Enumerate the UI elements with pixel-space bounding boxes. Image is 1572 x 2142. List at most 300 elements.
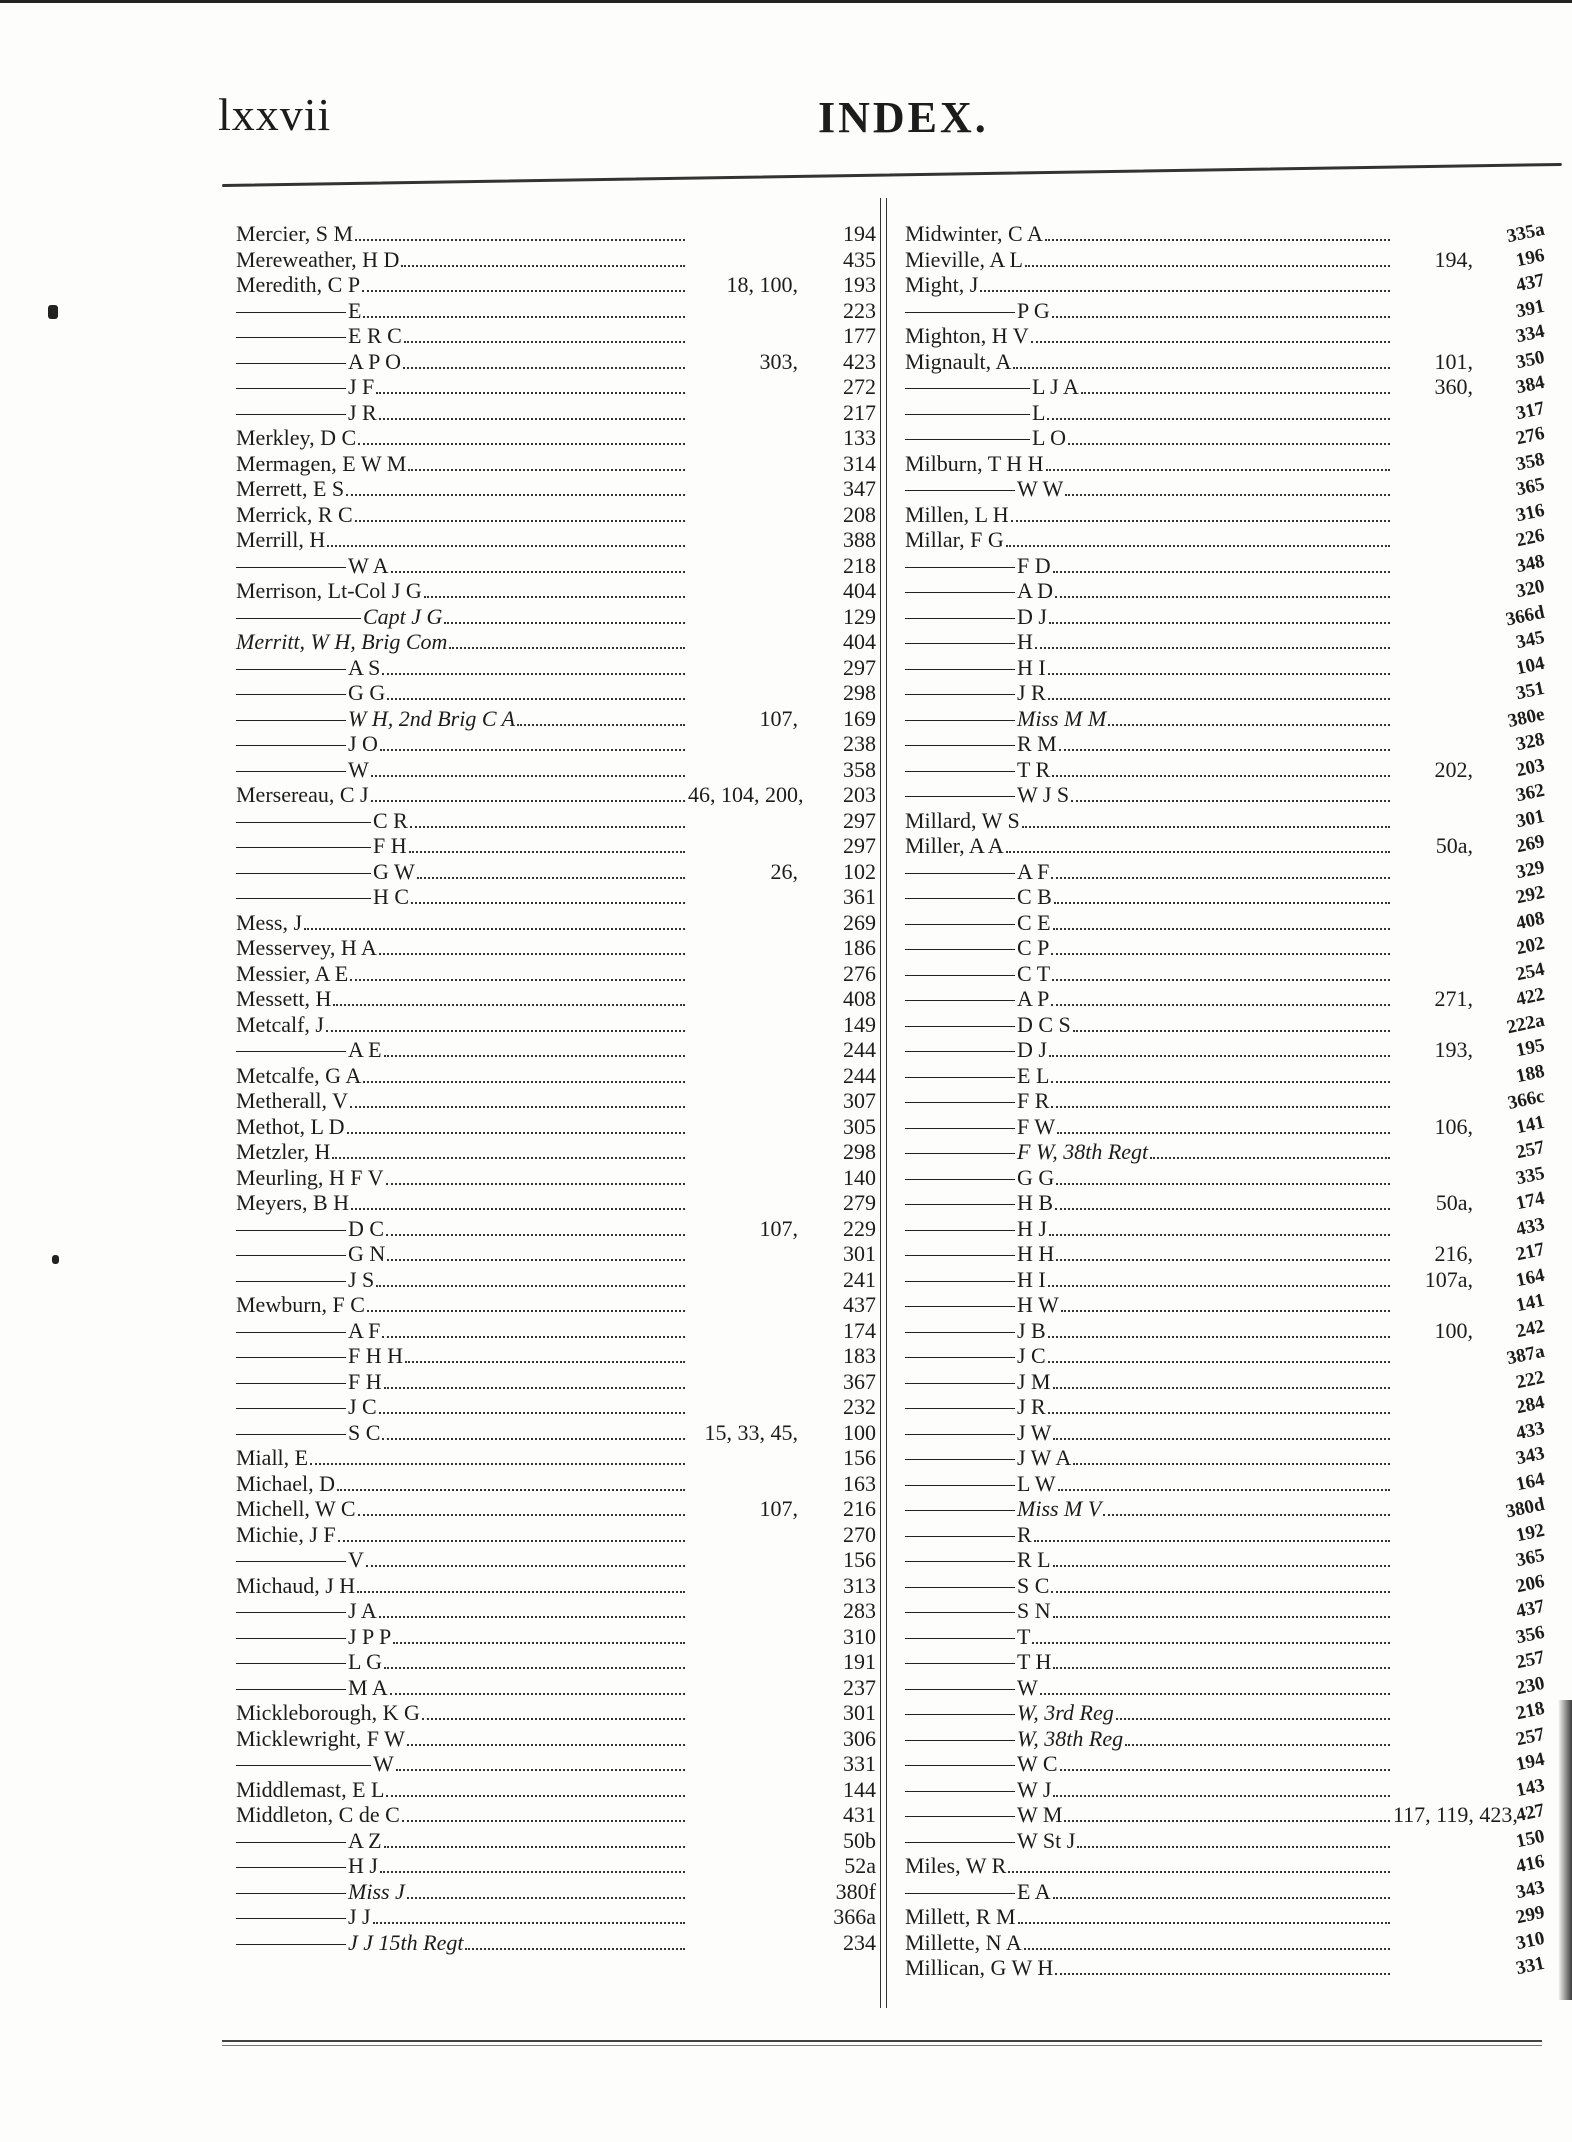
entry-name-text: A P O — [348, 348, 401, 374]
page-ref: 149 — [843, 1011, 876, 1037]
entry-name — [236, 323, 402, 349]
dot-leader — [376, 392, 685, 394]
entry-name-text: D J — [1017, 1037, 1047, 1062]
dot-leader — [337, 1489, 685, 1491]
index-entry — [905, 575, 1547, 604]
entry-name-text: M A — [348, 1674, 388, 1700]
page-ref: 169 — [843, 705, 876, 731]
index-entry — [236, 1598, 876, 1624]
index-entry — [905, 346, 1547, 375]
page-ref: 226 — [1514, 524, 1547, 552]
entry-name-text: Michie, J F — [236, 1521, 336, 1547]
entry-name-text: H C — [373, 884, 410, 909]
index-entry — [905, 703, 1547, 732]
entry-name-text: W St J — [1017, 1827, 1076, 1853]
dot-leader — [371, 775, 685, 777]
extra-page-refs: 46, 104, 200, — [688, 782, 804, 807]
ditto-dash — [236, 1230, 346, 1231]
dot-leader — [386, 1183, 686, 1185]
dot-leader — [1006, 545, 1390, 547]
index-entry — [236, 1624, 876, 1650]
page-ref: 365 — [1514, 473, 1547, 501]
page-ref: 141 — [1514, 1289, 1547, 1317]
index-entry — [905, 1927, 1547, 1956]
entry-name — [236, 629, 447, 655]
ditto-dash — [236, 1867, 346, 1868]
entry-name — [905, 1292, 1059, 1318]
page-ref: 301 — [843, 1700, 876, 1725]
entry-name — [236, 451, 406, 477]
index-entry — [905, 754, 1547, 783]
page-ref: 216 — [843, 1496, 876, 1521]
index-entry — [905, 958, 1547, 987]
ditto-dash — [905, 1791, 1015, 1792]
entry-name-text: Miss M V — [1017, 1496, 1102, 1521]
index-entry — [236, 1088, 876, 1114]
dot-leader — [386, 1795, 685, 1797]
ditto-dash — [905, 1230, 1015, 1231]
page-ref: 203 — [843, 782, 876, 807]
index-entry — [905, 1544, 1547, 1573]
page-ref: 276 — [843, 960, 876, 986]
dot-leader — [1048, 673, 1390, 675]
entry-name — [236, 1828, 382, 1854]
ditto-dash — [236, 898, 371, 899]
index-entry — [236, 1777, 876, 1803]
dot-leader — [465, 1948, 685, 1950]
page-ref: 361 — [843, 884, 876, 909]
dot-leader — [384, 1667, 685, 1669]
page-ref: 437 — [843, 1292, 876, 1317]
dot-leader — [1150, 1157, 1390, 1159]
entry-name-text: J B — [1017, 1317, 1046, 1343]
index-entry — [905, 1774, 1547, 1803]
dot-leader — [1040, 1693, 1390, 1695]
extra-page-refs: 107a, — [1424, 1266, 1473, 1292]
entry-name-text: C E — [1017, 909, 1051, 935]
ditto-dash — [236, 1051, 346, 1052]
entry-name-text: H I — [1017, 1266, 1046, 1292]
extra-page-refs: 202, — [1434, 756, 1473, 782]
index-entry — [236, 859, 876, 885]
entry-name-text: F R — [1017, 1088, 1050, 1113]
entry-name-text: E R C — [348, 323, 402, 348]
ditto-dash — [236, 567, 346, 568]
entry-name-text: Merrick, R C — [236, 501, 353, 527]
ditto-dash — [905, 949, 1015, 950]
page-ref: 297 — [843, 807, 876, 833]
index-entry — [905, 1952, 1547, 1981]
dot-leader — [390, 1693, 685, 1695]
ditto-dash — [236, 1663, 346, 1664]
index-entry — [905, 1213, 1547, 1242]
dot-leader — [449, 647, 685, 649]
dot-leader — [326, 1030, 685, 1032]
entry-name — [236, 1369, 382, 1395]
dot-leader — [350, 979, 685, 981]
page-ref: 297 — [843, 833, 876, 858]
page-ref: 229 — [843, 1215, 876, 1241]
entry-name — [905, 910, 1051, 936]
index-entry — [236, 1496, 876, 1522]
entry-name — [236, 1879, 405, 1905]
entry-name — [905, 1649, 1051, 1675]
entry-name — [236, 1930, 463, 1956]
index-entry — [236, 935, 876, 961]
index-entry — [236, 1012, 876, 1038]
entry-name — [236, 1777, 384, 1803]
index-entry — [236, 1853, 876, 1879]
index-entry — [905, 1289, 1547, 1318]
index-entry — [905, 1111, 1547, 1140]
dot-leader — [1031, 341, 1390, 343]
index-entry — [905, 1723, 1547, 1752]
index-entry — [905, 1315, 1547, 1344]
page-ref: 427 — [1514, 1799, 1547, 1827]
index-entry — [905, 1646, 1547, 1675]
entry-name — [236, 1114, 345, 1140]
entry-name — [236, 578, 422, 604]
entry-name — [236, 298, 361, 324]
extra-page-refs: 107, — [759, 705, 798, 731]
ditto-dash — [905, 618, 1015, 619]
ditto-dash — [236, 337, 346, 338]
entry-name — [236, 1573, 355, 1599]
page-ref: 208 — [843, 501, 876, 527]
ditto-dash — [236, 618, 361, 619]
header-rule — [222, 163, 1562, 187]
page-ref: 194 — [843, 221, 876, 246]
page-ref: 232 — [843, 1394, 876, 1419]
entry-name-text: Merrett, E S — [236, 476, 345, 501]
entry-name-text: F D — [1017, 552, 1051, 578]
index-entry — [236, 1547, 876, 1573]
ditto-dash — [905, 1561, 1015, 1562]
index-entry — [905, 1366, 1547, 1395]
entry-name — [905, 502, 1009, 528]
page-ref: 347 — [843, 476, 876, 501]
entry-name — [236, 655, 380, 681]
ditto-dash — [236, 1357, 346, 1358]
entry-name-text: J F — [348, 374, 375, 399]
page-ref: 404 — [843, 578, 876, 603]
page-ref: 366c — [1505, 1085, 1547, 1115]
entry-name — [905, 655, 1046, 681]
index-entry — [236, 731, 876, 757]
entry-name-text: Metzler, H — [236, 1139, 331, 1164]
entry-name — [236, 553, 389, 579]
dot-leader — [366, 1565, 685, 1567]
dot-leader — [1125, 1744, 1390, 1746]
dot-leader — [1049, 1055, 1390, 1057]
index-entry — [905, 1340, 1547, 1370]
index-entry — [905, 244, 1547, 273]
entry-name-text: L O — [1032, 425, 1067, 450]
dot-leader — [407, 1897, 685, 1899]
entry-name — [905, 859, 1049, 885]
page-ref: 202 — [1514, 932, 1547, 960]
entry-name — [236, 1318, 380, 1344]
entry-name — [905, 986, 1049, 1012]
index-entry — [236, 476, 876, 502]
dot-leader — [1048, 1412, 1390, 1414]
dot-leader — [391, 571, 685, 573]
dot-leader — [1046, 469, 1390, 471]
ditto-dash — [905, 1689, 1015, 1690]
ditto-dash — [236, 1893, 346, 1894]
index-entry — [236, 604, 876, 630]
index-entry — [236, 1802, 876, 1828]
entry-name — [236, 1802, 400, 1828]
entry-name — [905, 1675, 1038, 1701]
entry-name-text: F W — [1017, 1113, 1056, 1139]
page-ref: 244 — [843, 1062, 876, 1088]
entry-name — [236, 1190, 349, 1216]
extra-page-refs: 107, — [759, 1215, 798, 1241]
entry-name — [236, 400, 377, 426]
page-ref: 422 — [1514, 983, 1547, 1011]
entry-name — [236, 1624, 391, 1650]
ditto-dash — [236, 1689, 346, 1690]
dot-leader — [1071, 800, 1390, 802]
page-ref: 177 — [843, 323, 876, 348]
entry-name-text: Mieville, A L — [905, 246, 1023, 272]
index-entry — [236, 1675, 876, 1701]
index-entry — [236, 1394, 876, 1420]
entry-name-text: J R — [348, 399, 377, 425]
entry-name — [905, 1471, 1056, 1497]
entry-name — [905, 1037, 1047, 1063]
index-entry — [236, 680, 876, 706]
dot-leader — [1055, 1973, 1390, 1975]
dot-leader — [1057, 1132, 1390, 1134]
entry-name-text: Miss J — [348, 1878, 405, 1904]
entry-name — [905, 1012, 1071, 1038]
page-ref: 358 — [843, 756, 876, 782]
entry-name-text: Midwinter, C A — [905, 221, 1043, 246]
index-entry — [905, 1264, 1547, 1293]
index-entry — [905, 1085, 1547, 1115]
ditto-dash — [905, 1204, 1015, 1205]
dot-leader — [351, 1208, 685, 1210]
index-entry — [236, 706, 876, 732]
ditto-dash — [905, 1893, 1015, 1894]
dot-leader — [384, 1846, 685, 1848]
dot-leader — [355, 239, 685, 241]
entry-name-text: T H — [1017, 1649, 1052, 1674]
ditto-dash — [236, 1765, 371, 1766]
page-ref: 348 — [1514, 550, 1547, 577]
page-ref: 194 — [1514, 1748, 1547, 1776]
extra-page-refs: 303, — [759, 348, 798, 374]
page-ref: 350 — [1514, 346, 1547, 373]
index-entry — [236, 425, 876, 451]
ditto-dash — [236, 771, 346, 772]
dot-leader — [382, 1438, 685, 1440]
dot-leader — [310, 1463, 685, 1465]
dot-leader — [347, 1132, 685, 1134]
dot-leader — [1035, 647, 1390, 649]
page-ref: 298 — [843, 1139, 876, 1164]
entry-name — [236, 1445, 308, 1471]
entry-name — [236, 1675, 388, 1701]
entry-name — [236, 1292, 365, 1318]
entry-name — [236, 1420, 380, 1446]
index-entry — [905, 1187, 1547, 1216]
entry-name — [905, 298, 1050, 324]
index-entry — [236, 1751, 876, 1777]
extra-page-refs: 26, — [770, 858, 798, 884]
page-ref: 133 — [843, 425, 876, 450]
page-ref: 218 — [843, 552, 876, 578]
index-entry — [905, 1034, 1547, 1063]
index-entry — [905, 269, 1547, 298]
entry-name — [236, 1471, 335, 1497]
ditto-dash — [236, 1332, 346, 1333]
ditto-dash — [905, 1536, 1015, 1537]
dot-leader — [1048, 698, 1390, 700]
page-ref: 316 — [1514, 499, 1547, 526]
page-ref: 272 — [843, 374, 876, 399]
entry-name-text: G G — [348, 680, 386, 705]
entry-name-text: J M — [1017, 1368, 1051, 1394]
entry-name — [236, 221, 353, 247]
dot-leader — [363, 316, 685, 318]
extra-page-refs: 106, — [1434, 1113, 1473, 1139]
entry-name-text: A F — [348, 1317, 381, 1343]
entry-name-text: H H — [1017, 1241, 1055, 1266]
entry-name — [905, 782, 1069, 808]
entry-name-text: W C — [1017, 1751, 1058, 1776]
page-ref: 384 — [1514, 371, 1547, 399]
entry-name-text: A F — [1017, 858, 1050, 884]
entry-name-text: E L — [1017, 1062, 1050, 1088]
entry-name-text: C P — [1017, 935, 1050, 960]
index-entry — [236, 1726, 876, 1752]
margin-mark — [52, 1255, 59, 1264]
dot-leader — [379, 1616, 685, 1618]
page-ref: 313 — [843, 1572, 876, 1598]
entry-name-text: R L — [1017, 1547, 1051, 1572]
dot-leader — [1034, 1540, 1390, 1542]
entry-name — [905, 1445, 1071, 1471]
ditto-dash — [905, 592, 1015, 593]
entry-name-text: Messett, H — [236, 986, 332, 1011]
entry-name-text: Middlemast, E L — [236, 1776, 385, 1802]
dot-leader — [1073, 1030, 1390, 1032]
page-ref: 306 — [843, 1725, 876, 1751]
dot-leader — [1116, 1718, 1390, 1720]
dot-leader — [410, 826, 685, 828]
entry-name — [905, 1547, 1051, 1573]
entry-name-text: H J — [348, 1853, 378, 1878]
dot-leader — [411, 902, 685, 904]
ditto-dash — [905, 1714, 1015, 1715]
entry-name — [236, 1598, 377, 1624]
dot-leader — [393, 1642, 685, 1644]
index-entry — [905, 550, 1547, 579]
entry-name-text: Merrill, H — [236, 527, 326, 552]
page-ref: 365 — [1514, 1544, 1547, 1572]
dot-leader — [379, 1412, 685, 1414]
index-entry — [236, 1700, 876, 1726]
page-ref: 244 — [843, 1037, 876, 1062]
index-entry — [236, 349, 876, 375]
page-ref: 358 — [1514, 448, 1547, 475]
index-entry — [236, 1522, 876, 1548]
index-entry — [905, 1060, 1547, 1089]
index-entry — [905, 601, 1547, 630]
dot-leader — [517, 724, 685, 726]
dot-leader — [382, 1336, 685, 1338]
dot-leader — [1065, 494, 1390, 496]
ditto-dash — [905, 1026, 1015, 1027]
page-ref: 50b — [843, 1827, 876, 1853]
index-entry — [236, 1343, 876, 1369]
index-entry — [905, 983, 1547, 1012]
ditto-dash — [905, 1332, 1015, 1333]
extra-page-refs: 18, 100, — [726, 272, 798, 297]
entry-name — [905, 1904, 1016, 1930]
entry-name-text: Miall, E — [236, 1445, 309, 1470]
entry-name — [905, 1726, 1123, 1752]
entry-name — [236, 757, 369, 783]
entry-name-text: Middleton, C de C — [236, 1802, 400, 1827]
index-entry — [905, 1799, 1547, 1828]
page-ref: 269 — [843, 909, 876, 935]
page-ref: 217 — [1514, 1238, 1547, 1266]
dot-leader — [1053, 1387, 1390, 1389]
entry-name — [236, 374, 374, 400]
ditto-dash — [236, 745, 346, 746]
entry-name — [236, 1216, 384, 1242]
entry-name-text: S C — [1017, 1572, 1050, 1598]
dot-leader — [402, 1820, 685, 1822]
dot-leader — [401, 265, 685, 267]
page-ref: 305 — [843, 1113, 876, 1139]
index-entry — [236, 502, 876, 528]
page-ref: 141 — [1514, 1111, 1547, 1138]
index-entry — [905, 422, 1547, 451]
page-ref: 329 — [1514, 856, 1547, 883]
page-ref: 331 — [843, 1751, 876, 1776]
entry-name — [905, 1088, 1049, 1114]
dot-leader — [1052, 775, 1390, 777]
ditto-dash — [905, 669, 1015, 670]
dot-leader — [1051, 1004, 1390, 1006]
index-entry — [905, 473, 1547, 502]
ditto-dash — [905, 414, 1030, 415]
ditto-dash — [236, 1842, 346, 1843]
dot-leader — [1049, 622, 1390, 624]
entry-name-text: Merrison, Lt-Col J G — [236, 578, 422, 603]
ditto-dash — [236, 312, 346, 313]
entry-name — [905, 1063, 1049, 1089]
entry-name — [905, 1522, 1032, 1548]
entry-name — [905, 1216, 1047, 1242]
entry-name-text: G W — [373, 858, 415, 884]
column-divider — [886, 198, 887, 2008]
entry-name — [905, 731, 1057, 757]
dot-leader — [1061, 1310, 1390, 1312]
entry-name — [905, 1802, 1062, 1828]
dot-leader — [1056, 1259, 1390, 1261]
entry-name — [905, 1190, 1053, 1216]
page-ref: 283 — [843, 1598, 876, 1623]
index-entry — [905, 397, 1547, 426]
entry-name — [905, 221, 1043, 247]
dot-leader — [1022, 826, 1390, 828]
